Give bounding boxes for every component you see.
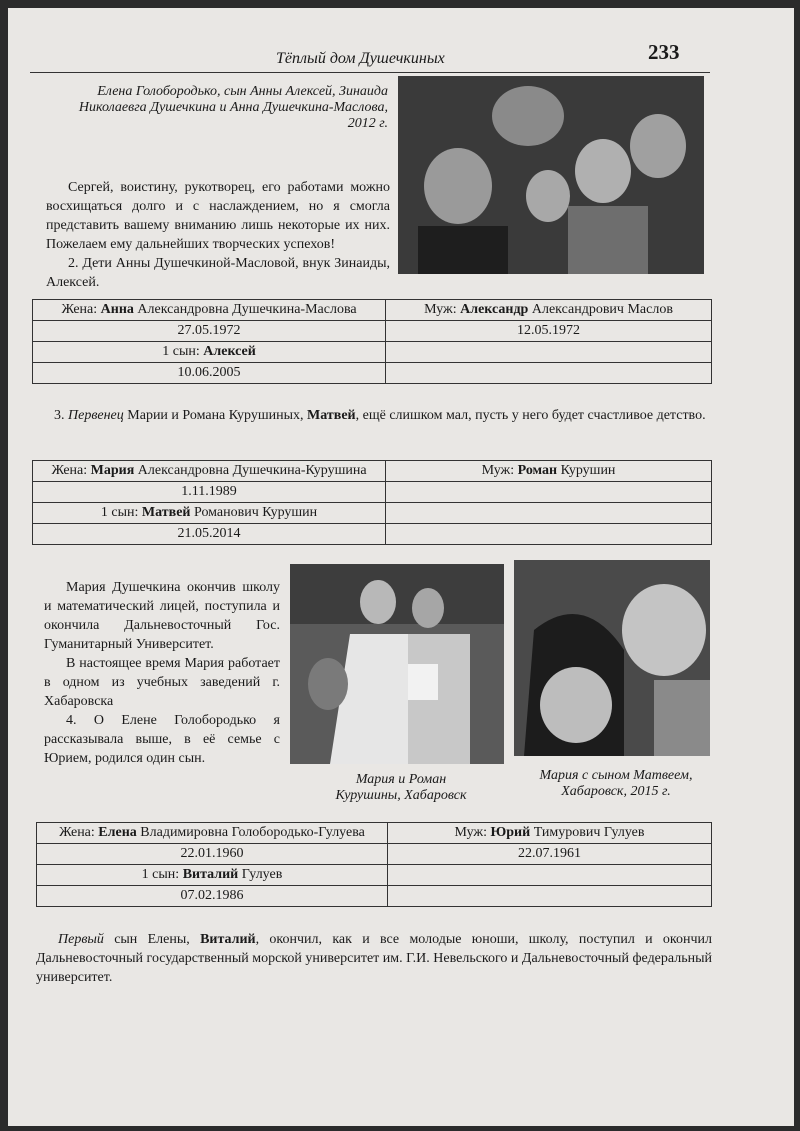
paragraph-anna-children: 2. Дети Анны Душечкиной-Масловой, внук Зинаиды, Алексей. xyxy=(46,256,390,290)
photo-caption-wedding: Мария и Роман Курушины, Хабаровск xyxy=(335,772,467,803)
son-birthdate: 10.06.2005 xyxy=(33,363,386,384)
paragraph-vitaly: Первый сын Елены, Виталий, окончил, как и все молодые юноши, школу, поступил и окончил Дальневосточный государственный морской университет им. Г.И. Невельского и Дальневосточный федеральный университет. xyxy=(36,932,712,985)
family-table-elena xyxy=(36,822,712,907)
wife-cell: Жена: Елена Владимировна Голобородько-Гулуева xyxy=(37,823,388,844)
page-number: 233 xyxy=(648,40,680,64)
empty-cell xyxy=(386,363,712,384)
husband-birthdate: 12.05.1972 xyxy=(386,321,712,342)
husband-birthdate xyxy=(386,482,712,503)
wife-birthdate: 22.01.1960 xyxy=(37,844,388,865)
mother-son-photo xyxy=(514,560,710,756)
husband-cell: Муж: Александр Александрович Маслов xyxy=(386,300,712,321)
empty-cell xyxy=(386,503,712,524)
empty-cell xyxy=(386,524,712,545)
photo-caption-family-2012: Елена Голобородько, сын Анны Алексей, Зинаида Николаевга Душечкина и Анна Душечкина-Маслова, 2012 г. xyxy=(78,84,388,131)
header-rule xyxy=(30,72,710,73)
photo-caption-mother-son: Мария с сыном Матвеем, Хабаровск, 2015 г. xyxy=(539,768,693,799)
paragraph-sergey: Сергей, воистину, рукотворец, его работами можно восхищаться долго и с наслаждением, но я смогла представить вашему вниманию лишь некоторые их них. Пожелаем ему дальнейших творческих успехов! 2. Дети Анны Душечкиной-Масловой, внук Зинаиды, Алексей. xyxy=(46,180,390,290)
son-cell: 1 сын: Матвей Романович Курушин xyxy=(33,503,386,524)
family-table-anna xyxy=(32,299,712,384)
son-birthdate: 07.02.1986 xyxy=(37,886,388,907)
book-page xyxy=(8,8,794,1126)
son-birthdate: 21.05.2014 xyxy=(33,524,386,545)
husband-cell: Муж: Юрий Тимурович Гулуев xyxy=(388,823,712,844)
paragraph-elena-family: 4. О Елене Голобородько я рассказывала выше, в её семье с Юрием, родился один сын. xyxy=(44,713,280,766)
husband-birthdate: 22.07.1961 xyxy=(388,844,712,865)
family-table-maria xyxy=(32,460,712,545)
husband-cell: Муж: Роман Курушин xyxy=(386,461,712,482)
paragraph-maria-work: В настоящее время Мария работает в одном из учебных заведений г. Хабаровска xyxy=(44,656,280,709)
paragraph-maria-education: Мария Душечкина окончив школу и математический лицей, поступила и окончила Дальневосточный Гос. Гуманитарный Университет. В настоящее время Мария работает в одном из учебных заведений г. Хабаровска 4. О Елене Голобородько я рассказывала выше, в её семье с Юрием, родился один сын. xyxy=(44,580,280,766)
running-header-title: Тёплый дом Душечкиных xyxy=(276,50,445,67)
son-cell: 1 сын: Виталий Гулуев xyxy=(37,865,388,886)
empty-cell xyxy=(388,886,712,907)
wedding-photo xyxy=(290,564,504,764)
son-cell: 1 сын: Алексей xyxy=(33,342,386,363)
family-photo-2012 xyxy=(398,76,704,274)
empty-cell xyxy=(386,342,712,363)
wife-birthdate: 27.05.1972 xyxy=(33,321,386,342)
paragraph-matvey: 3. Первенец Марии и Романа Курушиных, Матвей, ещё слишком мал, пусть у него будет счастливое детство. xyxy=(54,408,706,423)
wife-birthdate: 1.11.1989 xyxy=(33,482,386,503)
wife-cell: Жена: Мария Александровна Душечкина-Курушина xyxy=(33,461,386,482)
wife-cell: Жена: Анна Александровна Душечкина-Маслова xyxy=(33,300,386,321)
empty-cell xyxy=(388,865,712,886)
